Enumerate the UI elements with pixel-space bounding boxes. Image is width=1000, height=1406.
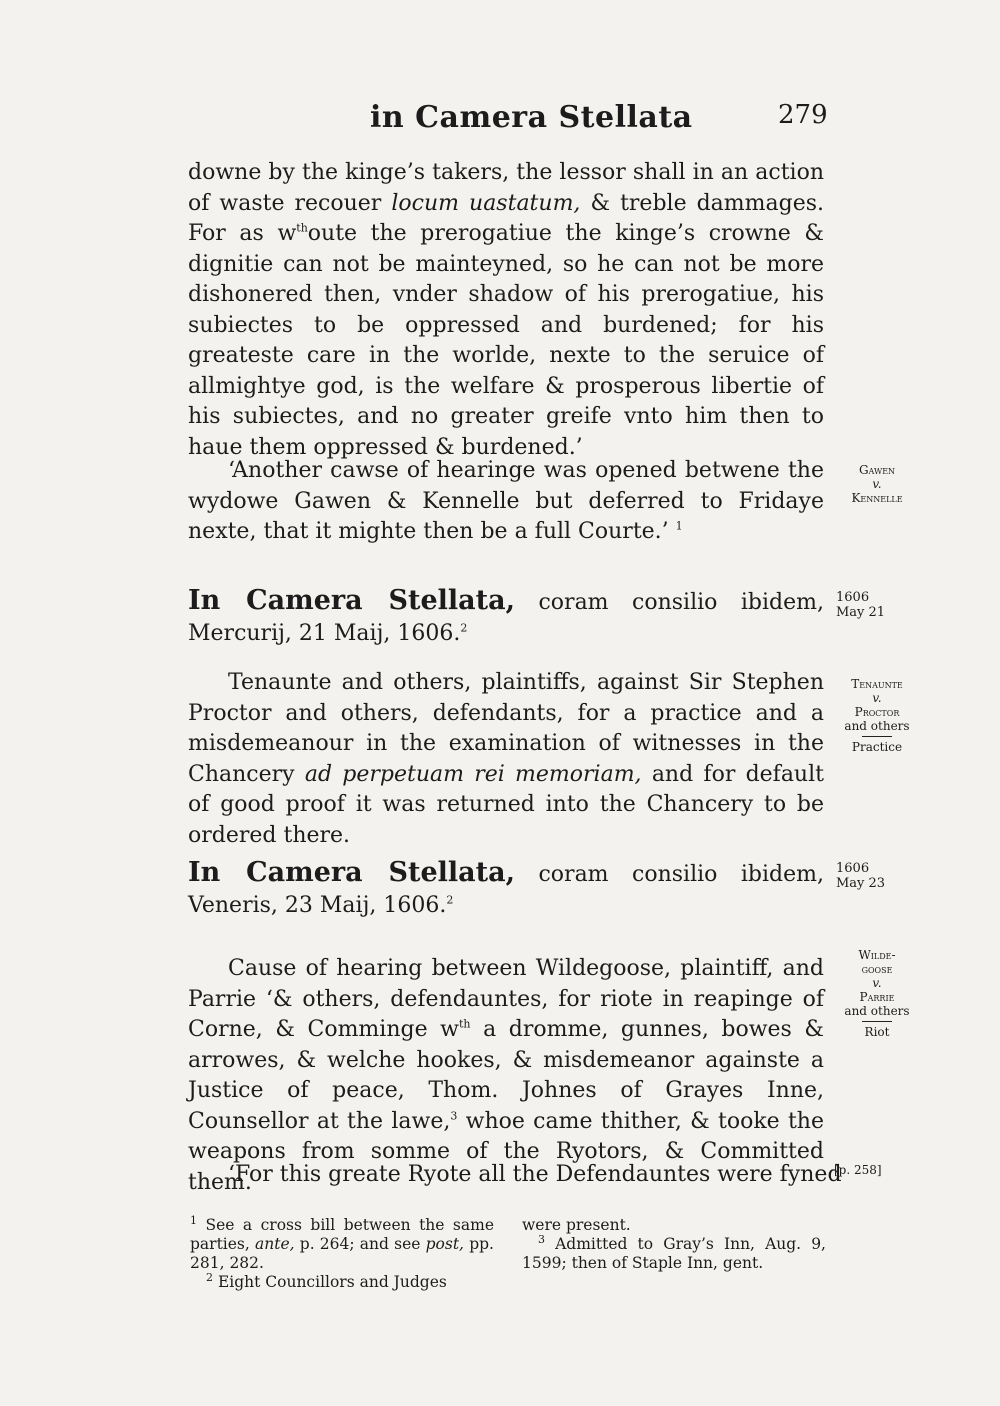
p4-text-a: Cause of hearing between Wildegoose, plaintiff, and Parrie ‘& others, defendauntes, for riote in reapinge of Corne, & Comminge w: [188, 956, 824, 1042]
margin-versus: v.: [872, 691, 882, 705]
p4-text-c: whoe came thither, & tooke the weapons from somme of the Ryotors, & Committed them.: [188, 1108, 824, 1195]
footnote-3-num: 3: [538, 1232, 545, 1246]
footnote-3-text: Admitted to Gray’s Inn, Aug. 9, 1599; then of Staple Inn, gent.: [522, 1235, 826, 1272]
heading-gothic-1: In Camera Stellata,: [188, 585, 515, 616]
footnote-ref-2a: 2: [460, 621, 468, 635]
footnotes-right: [522, 1216, 826, 1273]
margin-rule: [862, 736, 892, 737]
heading-gothic-2: In Camera Stellata,: [188, 857, 515, 888]
margin-note-wildegoose: [832, 948, 922, 1039]
margin-day-2: May 23: [836, 876, 886, 891]
margin-party-2: Parrie: [859, 990, 895, 1004]
margin-note-tenaunte: [832, 677, 922, 754]
running-header-title: in Camera Stellata: [370, 100, 693, 135]
footnote-2-num: 2: [206, 1270, 213, 1284]
session-heading-1: [188, 586, 824, 649]
paragraph-fyned: [188, 1160, 842, 1191]
margin-versus: v.: [872, 976, 882, 990]
footnote-1-num: 1: [190, 1213, 197, 1227]
p1-text-a: downe by the kinge’s takers, the lessor shall in an action of waste recouer: [188, 160, 824, 216]
margin-others: and others: [844, 719, 910, 733]
paragraph-continued: [188, 158, 824, 463]
margin-party-1: Gawen: [858, 463, 896, 477]
margin-rule: [862, 1021, 892, 1022]
margin-date-1: [836, 590, 926, 620]
margin-party-1: Tenaunte: [851, 677, 903, 691]
heading-text-1: coram consilio ibidem, Mercurij, 21 Maij, 1606.: [188, 590, 824, 646]
paragraph-tenaunte: [188, 668, 824, 851]
p5-text: ‘For this greate Ryote all the Defendauntes were fyned: [228, 1162, 842, 1187]
margin-topic: Riot: [864, 1025, 890, 1039]
footnote-1-c: pp. 281, 282.: [190, 1235, 494, 1272]
margin-party-1a: Wilde-: [858, 948, 896, 962]
margin-page-ref: [p. 258]: [834, 1163, 882, 1177]
margin-topic: Practice: [851, 740, 903, 754]
footnote-1-post: post,: [425, 1235, 464, 1253]
footnote-1-ante: ante,: [255, 1235, 295, 1253]
p4-sup-th: th: [459, 1017, 471, 1031]
page-number: 279: [778, 100, 828, 130]
p1-sup-th: th: [296, 221, 308, 235]
footnote-2-cont: were present.: [522, 1216, 631, 1234]
margin-day-1: May 21: [836, 605, 886, 620]
margin-note-gawen: [832, 463, 922, 505]
footnote-2-a: Eight Councillors and Judges: [217, 1273, 447, 1291]
p3-text: Tenaunte and others, plaintiffs, against Sir Stephen Proctor and others, defendants, for a practice and a misdemeanour in the examination of witnesses in the Chancery: [188, 670, 824, 787]
footnote-1-a: See a cross bill between the same parties,: [190, 1216, 495, 1253]
margin-party-2: Kennelle: [851, 491, 903, 505]
p3-italic: ad perpetuam rei memoriam,: [304, 761, 642, 787]
margin-others: and others: [844, 1004, 910, 1018]
margin-party-2: Proctor: [854, 705, 900, 719]
paragraph-gawen: [188, 456, 824, 548]
p1-text-b: & treble dammages. For as w: [188, 190, 825, 246]
footnote-1: [190, 1213, 495, 1273]
margin-party-1b: goose: [861, 962, 893, 976]
footnote-ref-1: 1: [675, 519, 683, 533]
heading-text-2: coram consilio ibidem, Veneris, 23 Maij, 1606.: [188, 862, 824, 918]
footnote-2: [190, 1270, 494, 1292]
margin-year-1: 1606: [836, 590, 870, 605]
footnote-ref-2b: 2: [446, 893, 454, 907]
p1-text-c: oute the prerogatiue the kinge’s crowne & dignitie can not be mainteyned, so he can not be more dishonered then, vnder shadow of his prerogatiue, his subiectes to be oppressed and burdened; for his greateste care in the worlde, nexte to the seruice of allmightye god, is the welfare & prosperous libertie of his subiectes, and no greater greife vnto him then to haue them oppressed & burdened.’: [188, 221, 825, 460]
p1-italic: locum uastatum,: [391, 190, 581, 216]
footnote-1-b: p. 264; and see: [299, 1235, 421, 1253]
footnote-3: [522, 1232, 826, 1273]
session-heading-2: [188, 858, 824, 921]
margin-versus: v.: [872, 477, 882, 491]
margin-date-2: [836, 861, 926, 891]
footnote-ref-3: 3: [450, 1109, 458, 1123]
footnotes-left: [190, 1213, 495, 1292]
p3-text-2: and for default of good proof it was returned into the Chancery to be ordered there.: [188, 761, 824, 848]
p2-text: ‘Another cawse of hearinge was opened betwene the wydowe Gawen & Kennelle but deferred to Fridaye nexte, that it mighte then be a full Courte.’: [188, 458, 824, 544]
margin-year-2: 1606: [836, 861, 870, 876]
p4-text-b: a dromme, gunnes, bowes & arrowes, & welche hookes, & misdemeanor againste a Justice of peace, Thom. Johnes of Grayes Inne, Counsellor at the lawe,: [188, 1017, 824, 1134]
